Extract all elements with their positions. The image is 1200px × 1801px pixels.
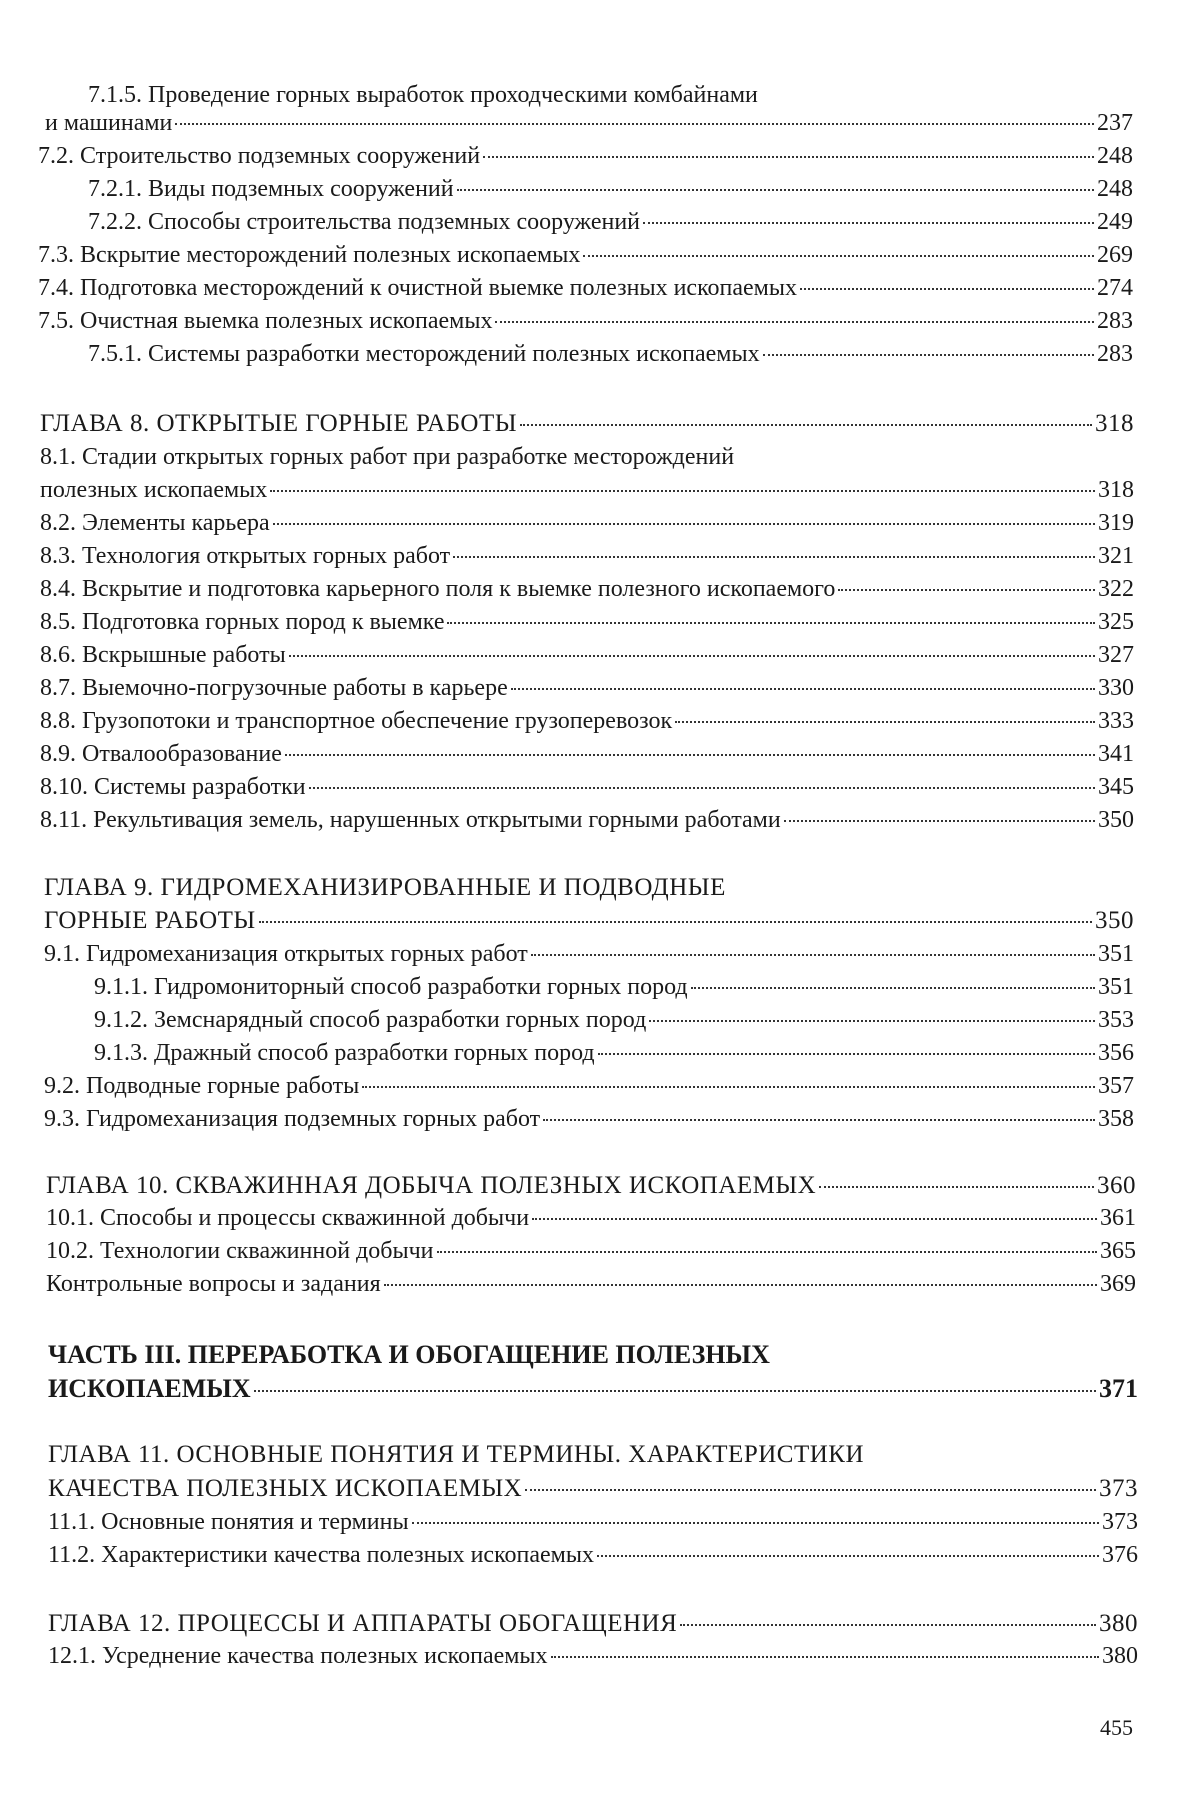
toc-page-number: 283	[1097, 308, 1133, 335]
toc-entry-7-4	[38, 275, 1133, 302]
toc-entry-text: ИСКОПАЕМЫХ	[48, 1374, 251, 1404]
toc-page-number: 357	[1098, 1073, 1134, 1100]
dot-leader	[531, 954, 1095, 956]
toc-entry-text: 9.3. Гидромеханизация подземных горных работ	[44, 1106, 540, 1133]
toc-chapter-11	[48, 1475, 1138, 1503]
toc-entry-7-3	[38, 242, 1133, 269]
toc-entry-7-1-5-line1	[88, 82, 1133, 109]
toc-chapter-10	[46, 1172, 1136, 1200]
toc-entry-text: 11.1. Основные понятия и термины	[48, 1509, 409, 1536]
toc-entry-7-2-2	[88, 209, 1133, 236]
dot-leader	[763, 354, 1094, 356]
toc-entry-text: 8.5. Подготовка горных пород к выемке	[40, 609, 444, 636]
dot-leader	[254, 1390, 1096, 1392]
toc-entry-text: ГЛАВА 9. ГИДРОМЕХАНИЗИРОВАННЫЕ И ПОДВОДНЫЕ	[44, 874, 726, 901]
toc-page-number: 380	[1099, 1610, 1138, 1638]
toc-entry-text: 9.2. Подводные горные работы	[44, 1073, 359, 1100]
dot-leader	[691, 987, 1095, 989]
toc-page-number: 319	[1098, 510, 1134, 537]
page-number: 455	[1100, 1715, 1133, 1741]
toc-entry-text: 9.1.2. Земснарядный способ разработки горных пород	[94, 1007, 646, 1034]
dot-leader	[643, 222, 1094, 224]
toc-page-number: 248	[1097, 176, 1133, 203]
toc-entry-8-1-line1	[40, 444, 1134, 471]
toc-part-3	[48, 1374, 1138, 1404]
toc-entry-8-11	[40, 807, 1134, 834]
toc-entry-8-2	[40, 510, 1134, 537]
dot-leader	[495, 321, 1094, 323]
toc-entry-text: 8.8. Грузопотоки и транспортное обеспечение грузоперевозок	[40, 708, 672, 735]
toc-entry-8-7	[40, 675, 1134, 702]
toc-entry-text: и машинами	[45, 110, 172, 137]
toc-entry-12-1	[48, 1643, 1138, 1670]
dot-leader	[525, 1489, 1096, 1491]
toc-chapter-9	[44, 907, 1134, 935]
dot-leader	[838, 589, 1095, 591]
toc-entry-text: ГОРНЫЕ РАБОТЫ	[44, 907, 256, 935]
toc-entry-8-8	[40, 708, 1134, 735]
toc-entry-text: 11.2. Характеристики качества полезных ископаемых	[48, 1542, 594, 1569]
dot-leader	[273, 523, 1095, 525]
toc-entry-text: 8.10. Системы разработки	[40, 774, 306, 801]
dot-leader	[800, 288, 1094, 290]
toc-entry-8-6	[40, 642, 1134, 669]
dot-leader	[819, 1186, 1094, 1188]
dot-leader	[511, 688, 1095, 690]
toc-part-3-line1	[48, 1340, 1138, 1370]
toc-page-number: 351	[1098, 974, 1134, 1001]
dot-leader	[289, 655, 1095, 657]
toc-page-number: 376	[1102, 1542, 1138, 1569]
toc-page-number: 361	[1100, 1205, 1136, 1232]
toc-entry-text: 8.4. Вскрытие и подготовка карьерного поля к выемке полезного ископаемого	[40, 576, 835, 603]
toc-entry-text: 7.2.2. Способы строительства подземных сооружений	[88, 209, 640, 236]
toc-page-number: 333	[1098, 708, 1134, 735]
toc-page-number: 353	[1098, 1007, 1134, 1034]
toc-entry-text: 8.11. Рекультивация земель, нарушенных открытыми горными работами	[40, 807, 781, 834]
toc-page-number: 356	[1098, 1040, 1134, 1067]
toc-page-number: 350	[1098, 807, 1134, 834]
toc-chapter-12	[48, 1610, 1138, 1638]
toc-entry-text: Контрольные вопросы и задания	[46, 1271, 381, 1298]
toc-entry-text: ГЛАВА 10. СКВАЖИННАЯ ДОБЫЧА ПОЛЕЗНЫХ ИСКОПАЕМЫХ	[46, 1172, 816, 1200]
toc-page-number: 350	[1095, 907, 1134, 935]
toc-page-number: 322	[1098, 576, 1134, 603]
toc-page-number: 237	[1097, 110, 1133, 137]
toc-entry-7-5	[38, 308, 1133, 335]
toc-entry-9-1-2	[94, 1007, 1134, 1034]
dot-leader	[309, 787, 1095, 789]
toc-page-number: 351	[1098, 941, 1134, 968]
dot-leader	[285, 754, 1095, 756]
toc-entry-text: 7.2.1. Виды подземных сооружений	[88, 176, 454, 203]
toc-entry-9-3	[44, 1106, 1134, 1133]
toc-entry-7-2-1	[88, 176, 1133, 203]
toc-entry-text: 9.1.3. Дражный способ разработки горных пород	[94, 1040, 595, 1067]
toc-entry-text: 8.6. Вскрышные работы	[40, 642, 286, 669]
toc-entry-7-5-1	[88, 341, 1133, 368]
toc-entry-text: ГЛАВА 11. ОСНОВНЫЕ ПОНЯТИЯ И ТЕРМИНЫ. ХАРАКТЕРИСТИКИ	[48, 1441, 864, 1468]
toc-entry-8-5	[40, 609, 1134, 636]
dot-leader	[457, 189, 1094, 191]
toc-entry-text: 7.1.5. Проведение горных выработок проходческими комбайнами	[88, 82, 758, 108]
toc-entry-text: 7.5. Очистная выемка полезных ископаемых	[38, 308, 492, 335]
toc-entry-9-1	[44, 941, 1134, 968]
toc-page-number: 330	[1098, 675, 1134, 702]
toc-page-number: 248	[1097, 143, 1133, 170]
toc-entry-8-1	[40, 477, 1134, 504]
toc-entry-9-2	[44, 1073, 1134, 1100]
toc-entry-8-3	[40, 543, 1134, 570]
toc-entry-text: 9.1. Гидромеханизация открытых горных работ	[44, 941, 528, 968]
toc-entry-text: 8.1. Стадии открытых горных работ при разработке месторождений	[40, 444, 734, 470]
toc-entry-10-2	[46, 1238, 1136, 1265]
dot-leader	[598, 1053, 1095, 1055]
toc-page-number: 358	[1098, 1106, 1134, 1133]
toc-entry-text: 8.7. Выемочно-погрузочные работы в карьере	[40, 675, 508, 702]
toc-entry-text: 10.2. Технологии скважинной добычи	[46, 1238, 434, 1265]
toc-entry-text: 7.3. Вскрытие месторождений полезных ископаемых	[38, 242, 580, 269]
toc-chapter-9-line1	[44, 874, 1134, 902]
toc-entry-text: 10.1. Способы и процессы скважинной добычи	[46, 1205, 529, 1232]
toc-page-number: 373	[1102, 1509, 1138, 1536]
toc-entry-text: КАЧЕСТВА ПОЛЕЗНЫХ ИСКОПАЕМЫХ	[48, 1475, 522, 1503]
dot-leader	[447, 622, 1095, 624]
toc-entry-text: ЧАСТЬ III. ПЕРЕРАБОТКА И ОБОГАЩЕНИЕ ПОЛЕЗНЫХ	[48, 1340, 770, 1369]
toc-entry-8-4	[40, 576, 1134, 603]
dot-leader	[175, 123, 1094, 125]
toc-entry-8-9	[40, 741, 1134, 768]
toc-page-number: 371	[1099, 1374, 1138, 1404]
toc-page-number: 345	[1098, 774, 1134, 801]
toc-chapter-11-line1	[48, 1441, 1138, 1469]
dot-leader	[270, 490, 1095, 492]
toc-entry-text: ГЛАВА 8. ОТКРЫТЫЕ ГОРНЫЕ РАБОТЫ	[40, 410, 517, 438]
dot-leader	[551, 1656, 1099, 1658]
toc-entry-11-1	[48, 1509, 1138, 1536]
toc-page-number: 283	[1097, 341, 1133, 368]
toc-page-number: 321	[1098, 543, 1134, 570]
dot-leader	[675, 721, 1095, 723]
toc-chapter-8	[40, 410, 1134, 438]
toc-entry-text: ГЛАВА 12. ПРОЦЕССЫ И АППАРАТЫ ОБОГАЩЕНИЯ	[48, 1610, 677, 1638]
dot-leader	[532, 1218, 1097, 1220]
toc-page-number: 274	[1097, 275, 1133, 302]
toc-entry-text: 12.1. Усреднение качества полезных ископаемых	[48, 1643, 548, 1670]
toc-entry-7-2	[38, 143, 1133, 170]
toc-page-number: 325	[1098, 609, 1134, 636]
toc-page-number: 369	[1100, 1271, 1136, 1298]
dot-leader	[583, 255, 1094, 257]
toc-entry-text: 9.1.1. Гидромониторный способ разработки горных пород	[94, 974, 688, 1001]
toc-entry-text: 7.4. Подготовка месторождений к очистной выемке полезных ископаемых	[38, 275, 797, 302]
toc-entry-9-1-1	[94, 974, 1134, 1001]
dot-leader	[437, 1251, 1097, 1253]
toc-page-number: 318	[1095, 410, 1134, 438]
toc-entry-text: 8.2. Элементы карьера	[40, 510, 270, 537]
toc-entry-8-10	[40, 774, 1134, 801]
toc-page-number: 360	[1097, 1172, 1136, 1200]
dot-leader	[259, 921, 1092, 923]
toc-entry-text: 7.5.1. Системы разработки месторождений полезных ископаемых	[88, 341, 760, 368]
toc-page-number: 373	[1099, 1475, 1138, 1503]
toc-entry-text: полезных ископаемых	[40, 477, 267, 504]
toc-entry-text: 8.3. Технология открытых горных работ	[40, 543, 450, 570]
toc-page-number: 269	[1097, 242, 1133, 269]
dot-leader	[453, 556, 1095, 558]
toc-entry-7-1-5	[45, 110, 1133, 137]
toc-entry-11-2	[48, 1542, 1138, 1569]
dot-leader	[520, 424, 1092, 426]
dot-leader	[362, 1086, 1095, 1088]
toc-page	[0, 0, 1200, 1801]
dot-leader	[483, 156, 1094, 158]
toc-page-number: 249	[1097, 209, 1133, 236]
toc-entry-text: 7.2. Строительство подземных сооружений	[38, 143, 480, 170]
toc-entry-9-1-3	[94, 1040, 1134, 1067]
dot-leader	[784, 820, 1095, 822]
toc-page-number: 327	[1098, 642, 1134, 669]
toc-entry-10-1	[46, 1205, 1136, 1232]
dot-leader	[384, 1284, 1097, 1286]
toc-entry-text: 8.9. Отвалообразование	[40, 741, 282, 768]
dot-leader	[543, 1119, 1095, 1121]
dot-leader	[649, 1020, 1095, 1022]
toc-entry-questions	[46, 1271, 1136, 1298]
dot-leader	[412, 1522, 1099, 1524]
dot-leader	[680, 1624, 1096, 1626]
toc-page-number: 380	[1102, 1643, 1138, 1670]
dot-leader	[597, 1555, 1099, 1557]
toc-page-number: 365	[1100, 1238, 1136, 1265]
toc-page-number: 341	[1098, 741, 1134, 768]
toc-page-number: 318	[1098, 477, 1134, 504]
